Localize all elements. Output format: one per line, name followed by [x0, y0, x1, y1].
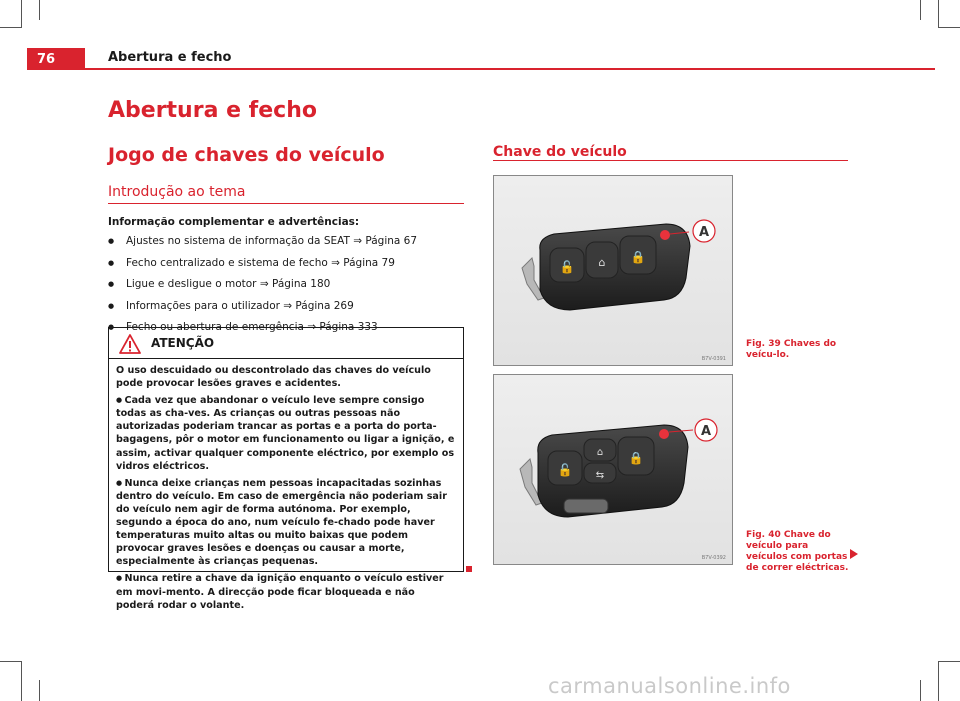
list-item[interactable]: ● Informações para o utilizador ⇒ Página 269 [108, 299, 464, 321]
info-label: Informação complementar e advertências: [108, 216, 360, 228]
svg-text:🔓: 🔓 [557, 463, 573, 477]
warning-triangle-icon [119, 334, 141, 354]
warning-item: ● Nunca retire a chave da ignição enquanto o veículo estiver em movi-mento. A direcção pode ficar bloqueada e não poderá rodar o volante. [116, 572, 456, 611]
figure-caption [746, 530, 850, 574]
reference-list [108, 234, 464, 342]
figure-key-sliding-doors [493, 374, 733, 565]
list-item[interactable]: ● Ligue e desligue o motor ⇒ Página 180 [108, 277, 464, 299]
svg-text:⇆: ⇆ [595, 470, 605, 481]
figure-number: Fig. 40 [746, 530, 781, 540]
section-title: Jogo de chaves do veículo [108, 144, 385, 166]
crop-mark [939, 27, 960, 28]
warning-box [108, 327, 464, 611]
subsection-rule [108, 203, 464, 204]
crop-mark [0, 661, 21, 662]
callout-label: A [698, 225, 710, 240]
crop-mark [938, 0, 939, 28]
crop-mark [920, 0, 921, 20]
list-item[interactable]: ● Fecho centralizado e sistema de fecho ⇒ Página 79 [108, 256, 464, 278]
svg-text:🔓: 🔓 [559, 260, 575, 274]
crop-mark [938, 661, 939, 701]
running-title: Abertura e fecho [108, 50, 232, 65]
key-illustration [494, 176, 733, 366]
header-rule [85, 68, 935, 70]
figure-key-remote [493, 175, 733, 366]
figure-caption [746, 339, 850, 361]
section-end-mark [466, 566, 472, 572]
svg-text:🔒: 🔒 [630, 250, 646, 264]
crop-mark [21, 661, 22, 701]
continue-arrow-icon [850, 549, 858, 559]
key-illustration [494, 375, 733, 565]
warning-title: ATENÇÃO [151, 336, 215, 350]
chapter-title: Abertura e fecho [108, 98, 317, 123]
crop-mark [939, 661, 960, 662]
page-number: 76 [27, 48, 85, 70]
warning-header [109, 328, 463, 359]
svg-text:🔒: 🔒 [628, 451, 644, 465]
list-item[interactable]: ● Ajustes no sistema de informação da SEAT ⇒ Página 67 [108, 234, 464, 256]
warning-item: ● Cada vez que abandonar o veículo leve sempre consigo todas as cha-ves. As crianças ou outras pessoas não autorizadas poderiam trancar as portas e a porta do porta-bagagens, pôr o motor em funcionamento ou ligar a ignição, e assim, activar qualquer componente eléctrico, por exemplo os vidros eléctricos. [116, 394, 456, 473]
caption-text: Chaves do veícu-lo. [746, 339, 837, 360]
watermark: carmanualsonline.info [548, 674, 791, 698]
right-section-title: Chave do veículo [493, 144, 627, 160]
warning-body [109, 359, 463, 612]
list-item[interactable]: ● Fecho ou abertura de emergência ⇒ Página 333 [108, 320, 464, 342]
crop-mark [39, 680, 40, 701]
crop-mark [21, 0, 22, 28]
right-section-rule [493, 160, 848, 161]
svg-text:⌂: ⌂ [596, 447, 604, 458]
figure-code: B7V-0392 [701, 555, 726, 561]
figure-number: Fig. 39 [746, 339, 781, 349]
figure-code: B7V-0391 [701, 356, 726, 362]
warning-intro: O uso descuidado ou descontrolado das chaves do veículo pode provocar lesões graves e acidentes. [116, 365, 431, 390]
svg-text:⌂: ⌂ [598, 256, 606, 269]
crop-mark [0, 27, 21, 28]
crop-mark [39, 0, 40, 20]
callout-label: A [700, 424, 712, 439]
caption-text: Chave do veículo para veículos com portas de correr eléctricas. [746, 530, 849, 573]
crop-mark [920, 680, 921, 701]
subsection-title: Introdução ao tema [108, 184, 246, 200]
warning-item: ● Nunca deixe crianças nem pessoas incapacitadas sozinhas dentro do veículo. Em caso de emergência não poderiam sair do veículo nem agir de forma autónoma. Por exemplo, segundo a época do ano, num veículo fe-chado pode haver temperaturas muito altas ou muito baixas que podem provocar graves lesões e doenças ou causar a morte, especialmente às crianças pequenas. [116, 477, 456, 569]
